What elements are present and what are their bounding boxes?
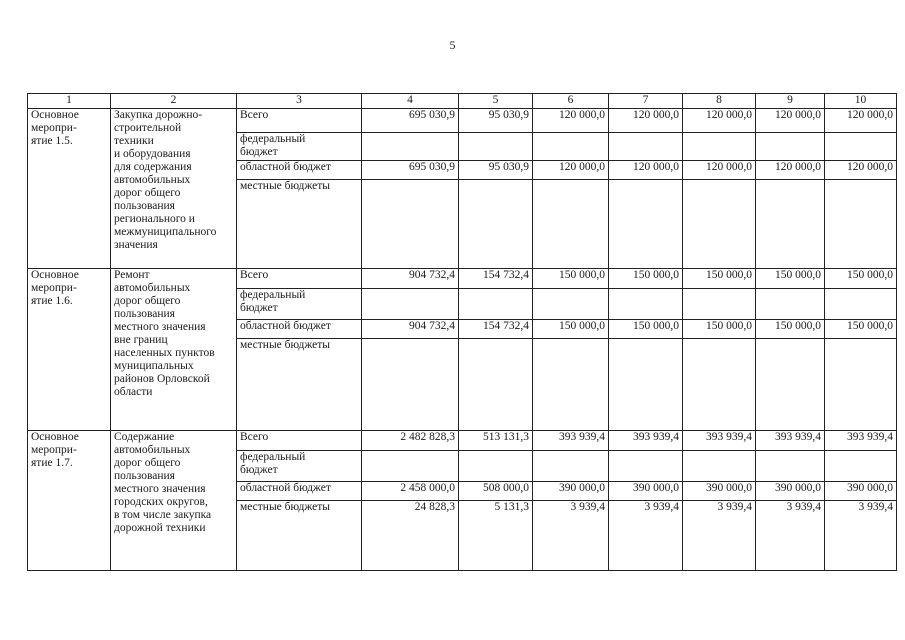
amount-cell: 393 939,4 <box>756 431 825 451</box>
amount-cell <box>825 339 897 431</box>
amount-cell: 120 000,0 <box>609 109 683 133</box>
amount-cell: 154 732,4 <box>459 320 533 339</box>
funding-source: Всего <box>237 431 362 451</box>
amount-cell <box>825 180 897 269</box>
amount-cell <box>362 289 459 320</box>
amount-cell <box>609 451 683 482</box>
amount-cell: 390 000,0 <box>609 482 683 501</box>
amount-cell: 2 458 000,0 <box>362 482 459 501</box>
amount-cell <box>825 289 897 320</box>
amount-cell: 95 030,9 <box>459 109 533 133</box>
column-header: 8 <box>683 94 756 109</box>
event-description: Ремонт автомобильных дорог общего пользования местного значения вне границ населенных пунктов муниципальных районов Орловской области <box>111 269 237 431</box>
amount-cell: 513 131,3 <box>459 431 533 451</box>
amount-cell <box>756 289 825 320</box>
event-name: Основное меропри- ятие 1.7. <box>28 431 111 571</box>
amount-cell: 393 939,4 <box>533 431 609 451</box>
amount-cell: 390 000,0 <box>825 482 897 501</box>
amount-cell: 695 030,9 <box>362 161 459 180</box>
column-header: 2 <box>111 94 237 109</box>
amount-cell: 120 000,0 <box>609 161 683 180</box>
amount-cell: 393 939,4 <box>683 431 756 451</box>
amount-cell: 150 000,0 <box>609 320 683 339</box>
amount-cell <box>609 339 683 431</box>
amount-cell <box>533 180 609 269</box>
amount-cell <box>362 133 459 161</box>
amount-cell <box>459 339 533 431</box>
column-header: 6 <box>533 94 609 109</box>
amount-cell: 508 000,0 <box>459 482 533 501</box>
amount-cell: 120 000,0 <box>756 109 825 133</box>
amount-cell: 3 939,4 <box>756 501 825 571</box>
amount-cell <box>825 451 897 482</box>
amount-cell: 120 000,0 <box>683 109 756 133</box>
amount-cell: 150 000,0 <box>533 269 609 289</box>
amount-cell: 3 939,4 <box>533 501 609 571</box>
funding-source: областной бюджет <box>237 320 362 339</box>
amount-cell: 24 828,3 <box>362 501 459 571</box>
column-header: 3 <box>237 94 362 109</box>
amount-cell: 5 131,3 <box>459 501 533 571</box>
amount-cell: 150 000,0 <box>825 269 897 289</box>
column-header: 9 <box>756 94 825 109</box>
amount-cell <box>533 289 609 320</box>
column-header: 7 <box>609 94 683 109</box>
table-row <box>28 269 897 289</box>
funding-source: федеральный бюджет <box>237 133 362 161</box>
amount-cell <box>609 180 683 269</box>
amount-cell: 150 000,0 <box>756 269 825 289</box>
funding-source: областной бюджет <box>237 482 362 501</box>
amount-cell: 150 000,0 <box>533 320 609 339</box>
amount-cell: 120 000,0 <box>533 161 609 180</box>
amount-cell: 120 000,0 <box>825 161 897 180</box>
amount-cell <box>362 451 459 482</box>
column-header: 5 <box>459 94 533 109</box>
amount-cell <box>459 133 533 161</box>
amount-cell <box>683 133 756 161</box>
amount-cell: 904 732,4 <box>362 269 459 289</box>
amount-cell <box>756 339 825 431</box>
amount-cell <box>756 133 825 161</box>
amount-cell <box>533 133 609 161</box>
amount-cell: 3 939,4 <box>825 501 897 571</box>
amount-cell <box>362 180 459 269</box>
page-number: 5 <box>449 38 456 52</box>
column-header: 1 <box>28 94 111 109</box>
column-header: 4 <box>362 94 459 109</box>
amount-cell <box>683 180 756 269</box>
column-header: 10 <box>825 94 897 109</box>
amount-cell: 150 000,0 <box>683 269 756 289</box>
funding-source: федеральный бюджет <box>237 289 362 320</box>
amount-cell: 154 732,4 <box>459 269 533 289</box>
funding-source: Всего <box>237 109 362 133</box>
amount-cell: 393 939,4 <box>825 431 897 451</box>
amount-cell: 2 482 828,3 <box>362 431 459 451</box>
funding-source: местные бюджеты <box>237 501 362 571</box>
amount-cell <box>609 133 683 161</box>
amount-cell <box>683 451 756 482</box>
amount-cell: 390 000,0 <box>533 482 609 501</box>
amount-cell <box>362 339 459 431</box>
amount-cell: 120 000,0 <box>825 109 897 133</box>
amount-cell: 150 000,0 <box>756 320 825 339</box>
amount-cell <box>459 180 533 269</box>
amount-cell: 120 000,0 <box>683 161 756 180</box>
amount-cell <box>609 289 683 320</box>
amount-cell: 150 000,0 <box>825 320 897 339</box>
amount-cell: 695 030,9 <box>362 109 459 133</box>
funding-source: областной бюджет <box>237 161 362 180</box>
amount-cell <box>459 289 533 320</box>
amount-cell <box>825 133 897 161</box>
budget-table <box>27 93 897 571</box>
table-row <box>28 431 897 451</box>
funding-source: местные бюджеты <box>237 339 362 431</box>
event-description: Закупка дорожно- строительной техники и оборудования для содержания автомобильных дорог общего пользования регионального и межмуниципального значения <box>111 109 237 269</box>
event-name: Основное меропри- ятие 1.6. <box>28 269 111 431</box>
amount-cell <box>683 289 756 320</box>
amount-cell <box>683 339 756 431</box>
amount-cell <box>756 451 825 482</box>
amount-cell <box>533 339 609 431</box>
amount-cell: 120 000,0 <box>756 161 825 180</box>
table-row <box>28 109 897 133</box>
amount-cell: 3 939,4 <box>683 501 756 571</box>
event-name: Основное меропри- ятие 1.5. <box>28 109 111 269</box>
amount-cell <box>533 451 609 482</box>
amount-cell: 390 000,0 <box>683 482 756 501</box>
amount-cell: 904 732,4 <box>362 320 459 339</box>
event-description: Содержание автомобильных дорог общего пользования местного значения городских округов, в том числе закупка дорожной техники <box>111 431 237 571</box>
amount-cell <box>459 451 533 482</box>
amount-cell: 95 030,9 <box>459 161 533 180</box>
funding-source: Всего <box>237 269 362 289</box>
funding-source: местные бюджеты <box>237 180 362 269</box>
amount-cell: 150 000,0 <box>683 320 756 339</box>
amount-cell: 393 939,4 <box>609 431 683 451</box>
amount-cell: 120 000,0 <box>533 109 609 133</box>
amount-cell <box>756 180 825 269</box>
header-row <box>28 94 897 109</box>
amount-cell: 150 000,0 <box>609 269 683 289</box>
amount-cell: 3 939,4 <box>609 501 683 571</box>
funding-source: федеральный бюджет <box>237 451 362 482</box>
amount-cell: 390 000,0 <box>756 482 825 501</box>
